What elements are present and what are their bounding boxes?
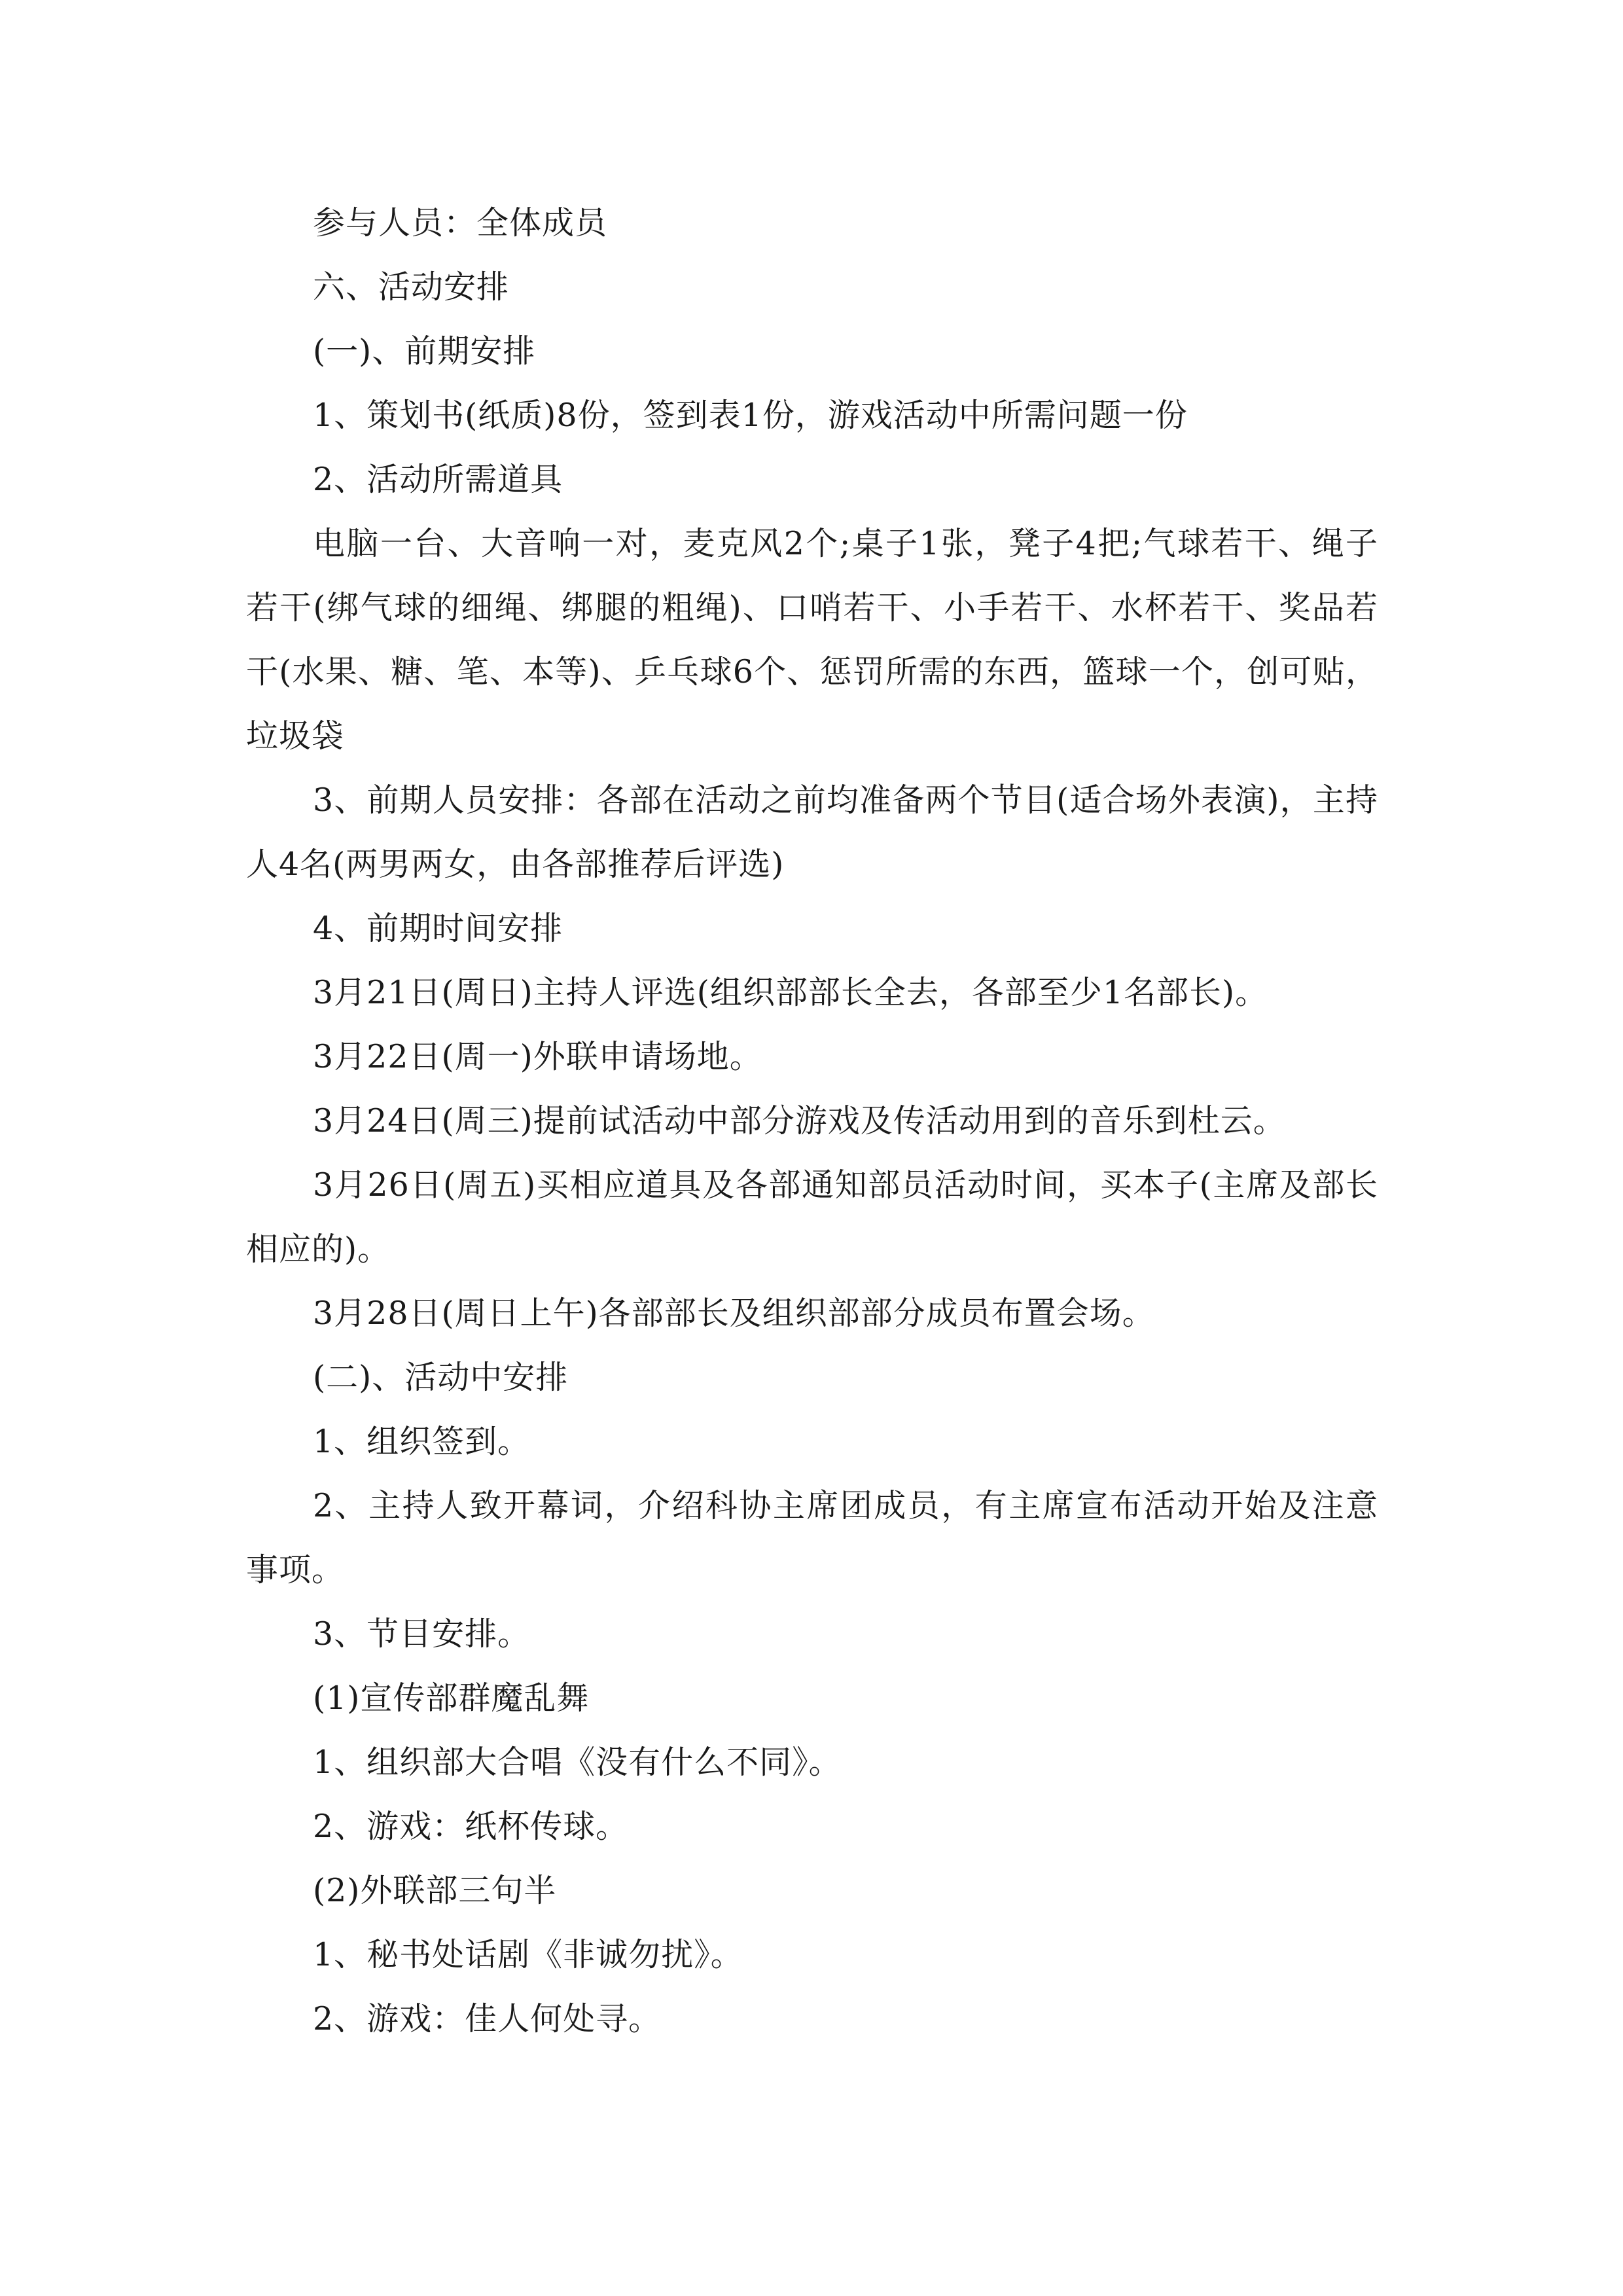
paragraph-schedule-heading: 4、前期时间安排	[313, 910, 563, 947]
paragraph-program-1: (1)宣传部群魔乱舞	[313, 1679, 590, 1717]
paragraph-staff-arrangement: 3、前期人员安排：各部在活动之前均准备两个节目(适合场外表演)，主持人4名(两男两女，由各部推荐后评选)	[246, 781, 1378, 883]
document-body	[246, 191, 1378, 2051]
paragraph-program-2-item-2: 2、游戏：佳人何处寻。	[313, 2000, 662, 2037]
paragraph-props-heading: 2、活动所需道具	[313, 461, 563, 498]
paragraph-program-1-item-1: 1、组织部大合唱《没有什么不同》。	[313, 1744, 842, 1781]
subheading-during-activity: (二)、活动中安排	[313, 1359, 569, 1396]
heading-activity-arrangement: 六、活动安排	[313, 268, 510, 306]
paragraph-program-1-item-2: 2、游戏：纸杯传球。	[313, 1808, 629, 1845]
paragraph-schedule-0326: 3月26日(周五)买相应道具及各部通知部员活动时间，买本子(主席及部长相应的)。	[246, 1166, 1378, 1268]
paragraph-program-2-item-1: 1、秘书处话剧《非诚勿扰》。	[313, 1936, 743, 1973]
paragraph-sign-in: 1、组织签到。	[313, 1423, 531, 1460]
paragraph-participants: 参与人员：全体成员	[313, 204, 608, 242]
paragraph-schedule-0324: 3月24日(周三)提前试活动中部分游戏及传活动用到的音乐到杜云。	[313, 1102, 1286, 1139]
subheading-preliminary-arrangement: (一)、前期安排	[313, 332, 536, 370]
paragraph-opening-speech: 2、主持人致开幕词，介绍科协主席团成员，有主席宣布活动开始及注意事项。	[246, 1487, 1378, 1588]
paragraph-schedule-0322: 3月22日(周一)外联申请场地。	[313, 1038, 762, 1075]
paragraph-planning-documents: 1、策划书(纸质)8份，签到表1份，游戏活动中所需问题一份	[313, 397, 1188, 434]
paragraph-schedule-0328: 3月28日(周日上午)各部部长及组织部部分成员布置会场。	[313, 1295, 1155, 1332]
paragraph-schedule-0321: 3月21日(周日)主持人评选(组织部部长全去，各部至少1名部长)。	[313, 974, 1268, 1011]
paragraph-program-2: (2)外联部三句半	[313, 1872, 557, 1909]
paragraph-program-heading: 3、节目安排。	[313, 1615, 531, 1653]
paragraph-props-list: 电脑一台、大音响一对，麦克风2个;桌子1张，凳子4把;气球若干、绳子若干(绑气球的细绳、绑腿的粗绳)、口哨若干、小手若干、水杯若干、奖品若干(水果、糖、笔、本等)、乒乓球6个、惩罚所需的东西，篮球一个，创可贴，垃圾袋	[246, 525, 1378, 755]
